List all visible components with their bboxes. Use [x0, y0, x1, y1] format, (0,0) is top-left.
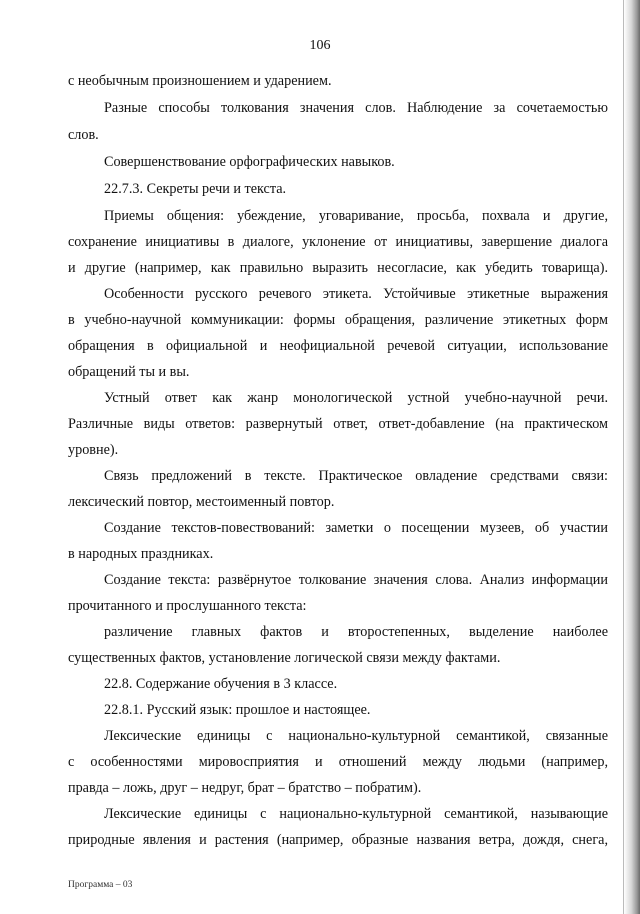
text-line: Устный ответ как жанр монологической устной учебно-научной речи. — [104, 390, 608, 406]
text-line: Лексические единицы с национально-культурной семантикой, называющие — [104, 806, 608, 822]
text-line: существенных фактов, установление логической связи между фактами. — [68, 650, 501, 666]
text-line: с особенностями мировосприятия и отношений между людьми (например, — [68, 754, 608, 770]
text-line: прочитанного и прослушанного текста: — [68, 598, 307, 614]
text-line: и другие (например, как правильно выразить несогласие, как убедить товарища). — [68, 260, 608, 276]
page-footer: Программа – 03 — [68, 880, 133, 890]
text-line: Различные виды ответов: развернутый ответ, ответ-добавление (на практическом — [68, 416, 608, 432]
text-line: Связь предложений в тексте. Практическое овладение средствами связи: — [104, 468, 608, 484]
section-heading: 22.7.3. Секреты речи и текста. — [104, 181, 287, 197]
text-line: в учебно-научной коммуникации: формы обращения, различение этикетных форм — [68, 312, 608, 328]
text-line: различение главных фактов и второстепенных, выделение наиболее — [104, 624, 608, 640]
text-line: Разные способы толкования значения слов. Наблюдение за сочетаемостью — [104, 100, 608, 116]
section-heading: 22.8. Содержание обучения в 3 классе. — [104, 676, 338, 692]
text-line: природные явления и растения (например, образные названия ветра, дождя, снега, — [68, 832, 608, 848]
text-line: Особенности русского речевого этикета. Устойчивые этикетные выражения — [104, 286, 608, 302]
text-line: Лексические единицы с национально-культурной семантикой, связанные — [104, 728, 608, 744]
text-line: в народных праздниках. — [68, 546, 214, 562]
text-line: правда – ложь, друг – недруг, брат – братство – побратим). — [68, 780, 422, 796]
section-heading: 22.8.1. Русский язык: прошлое и настоящее. — [104, 702, 371, 718]
text-line: с необычным произношением и ударением. — [68, 73, 332, 89]
text-line: уровне). — [68, 442, 119, 458]
text-line: лексический повтор, местоименный повтор. — [68, 494, 335, 510]
text-line: Создание текста: развёрнутое толкование значения слова. Анализ информации — [104, 572, 608, 588]
page-number: 106 — [309, 38, 331, 53]
text-line: Приемы общения: убеждение, уговаривание, просьба, похвала и другие, — [104, 208, 608, 224]
scan-edge-shadow — [624, 0, 640, 914]
text-line: обращений ты и вы. — [68, 364, 190, 380]
text-line: Совершенствование орфографических навыков. — [104, 154, 395, 170]
text-line: сохранение инициативы в диалоге, уклонение от инициативы, завершение диалога — [68, 234, 608, 250]
text-line: слов. — [68, 127, 99, 143]
text-line: Создание текстов-повествований: заметки о посещении музеев, об участии — [104, 520, 608, 536]
text-line: обращения в официальной и неофициальной речевой ситуации, использование — [68, 338, 608, 354]
